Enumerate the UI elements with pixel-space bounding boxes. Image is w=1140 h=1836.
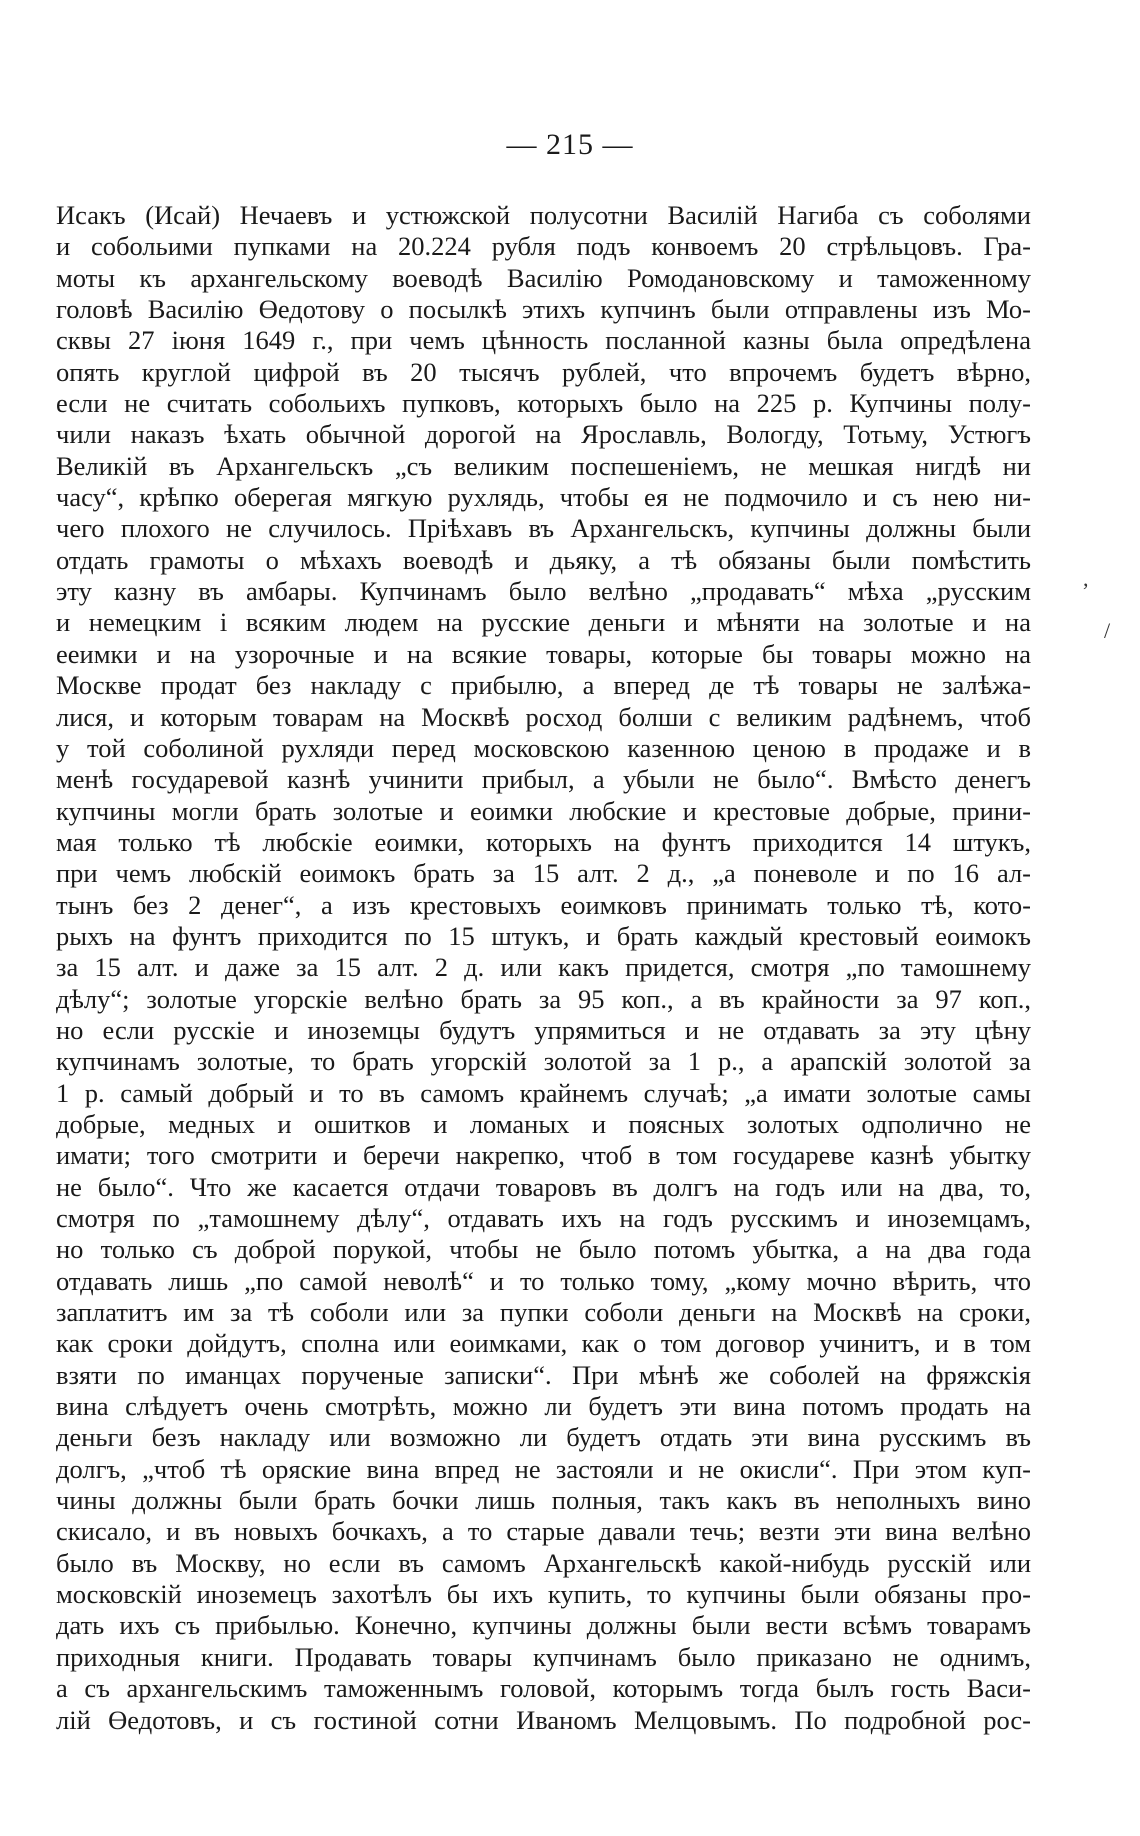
text-line: приходныя книги. Продавать товары купчинамъ было приказано не однимъ, (56, 1641, 1031, 1672)
text-line: часу“, крѣпко оберегая мягкую рухлядь, чтобы ея не подмочило и съ нею ни- (56, 482, 1031, 513)
text-line: сквы 27 іюня 1649 г., при чемъ цѣнность посланной казны была опредѣлена (56, 325, 1031, 356)
text-line: ееимки и на узорочные и на всякие товары, которые бы товары можно на (56, 638, 1031, 669)
text-line: скисало, и въ новыхъ бочкахъ, а то старые давали течь; везти эти вина велѣно (56, 1516, 1031, 1547)
margin-mark: , (1083, 566, 1089, 591)
text-line: эту казну въ амбары. Купчинамъ было велѣно „продавать“ мѣха „русским (56, 576, 1031, 607)
text-line: Исакъ (Исай) Нечаевъ и устюжской полусотни Василій Нагиба съ соболями (56, 200, 1031, 230)
text-line: если не считать собольихъ пупковъ, которыхъ было на 225 р. Купчины полу- (56, 388, 1031, 419)
text-line: не было“. Что же касается отдачи товаровъ въ долгъ на годъ или на два, то, (56, 1171, 1031, 1202)
text-line: чили наказъ ѣхать обычной дорогой на Ярославль, Вологду, Тотьму, Устюгъ (56, 419, 1031, 450)
text-line: купчины могли брать золотые и еоимки любские и крестовые добрые, прини- (56, 795, 1031, 826)
text-line: головѣ Василію Өедотову о посылкѣ этихъ купчинъ были отправлены изъ Мо- (56, 294, 1031, 325)
text-line: лися, и которым товарам на Москвѣ росход болши с великим радѣнемъ, чтоб (56, 701, 1031, 732)
text-line: отдать грамоты о мѣхахъ воеводѣ и дьяку, а тѣ обязаны были помѣстить (56, 544, 1031, 575)
text-line: и немецким і всяким людем на русские деньги и мѣняти на золотые и на (56, 607, 1031, 638)
text-line: вина слѣдуетъ очень смотрѣть, можно ли будетъ эти вина потомъ продать на (56, 1391, 1031, 1422)
text-line: у той соболиной рухляди перед московскою казенною ценою в продаже и в (56, 732, 1031, 763)
text-line: при чемъ любскій еоимокъ брать за 15 алт. 2 д., „а поневоле и по 16 ал- (56, 858, 1031, 889)
text-line: отдавать лишь „по самой неволѣ“ и то только тому, „кому мочно вѣрить, что (56, 1265, 1031, 1296)
text-line: рыхъ на фунтъ приходится по 15 штукъ, и брать каждый крестовый еоимокъ (56, 920, 1031, 951)
text-line: но только съ доброй порукой, чтобы не было потомъ убытка, а на два года (56, 1234, 1031, 1265)
text-line: 1 р. самый добрый и то въ самомъ крайнемъ случаѣ; „а имати золотые самы (56, 1077, 1031, 1108)
text-line: смотря по „тамошнему дѣлу“, отдавать ихъ на годъ русскимъ и иноземцамъ, (56, 1203, 1031, 1233)
text-line: чины должны были брать бочки лишь полныя, такъ какъ въ неполныхъ вино (56, 1485, 1031, 1516)
text-line: моты къ архангельскому воеводѣ Василію Ромодановскому и таможенному (56, 262, 1031, 293)
text-line: опять круглой цифрой въ 20 тысячъ рублей, что впрочемъ будетъ вѣрно, (56, 356, 1031, 387)
text-line: за 15 алт. и даже за 15 алт. 2 д. или какъ придется, смотря „по тамошнему (56, 952, 1031, 983)
text-line: лій Өедотовъ, и съ гостиной сотни Иваномъ Мелцовымъ. По подробной рос- (56, 1704, 1031, 1735)
text-line: добрые, медных и ошитков и ломаных и поясных золотых одполично не (56, 1108, 1031, 1139)
body-text (56, 200, 1031, 1736)
text-line: тынъ без 2 денег“, а изъ крестовыхъ еоимковъ принимать только тѣ, кото- (56, 889, 1031, 920)
text-line: купчинамъ золотые, то брать угорскій золотой за 1 р., а арапскій золотой за (56, 1046, 1031, 1077)
text-line: деньги безъ накладу или возможно ли будетъ отдать эти вина русскимъ въ (56, 1422, 1031, 1453)
text-line: и собольими пупками на 20.224 рубля подъ конвоемъ 20 стрѣльцовъ. Гра- (56, 231, 1031, 262)
text-line: дѣлу“; золотые угорскіе велѣно брать за 95 коп., а въ крайности за 97 коп., (56, 983, 1031, 1014)
text-line: имати; того смотрити и беречи накрепко, чтоб в том государеве казнѣ убытку (56, 1140, 1031, 1171)
margin-mark: / (1104, 618, 1111, 643)
text-line: а съ архангельскимъ таможеннымъ головой, которымъ тогда былъ гость Васи- (56, 1673, 1031, 1704)
text-line: Москве продат без накладу с прибылю, а вперед де тѣ товары не залѣжа- (56, 670, 1031, 701)
text-line: но если русскіе и иноземцы будутъ упрямиться и не отдавать за эту цѣну (56, 1014, 1031, 1045)
text-line: взяти по иманцах порученые записки“. При мѣнѣ же соболей на фряжскія (56, 1359, 1031, 1390)
text-line: московскій иноземецъ захотѣлъ бы ихъ купить, то купчины были обязаны про- (56, 1579, 1031, 1610)
text-line: чего плохого не случилось. Пріѣхавъ въ Архангельскъ, купчины должны были (56, 513, 1031, 544)
text-line: было въ Москву, но если въ самомъ Архангельскѣ какой-нибудь русскій или (56, 1547, 1031, 1578)
text-line: Великій въ Архангельскъ „съ великим поспешеніемъ, не мешкая нигдѣ ни (56, 450, 1031, 481)
text-line: заплатитъ им за тѣ соболи или за пупки соболи деньги на Москвѣ на сроки, (56, 1297, 1031, 1328)
text-line: дать ихъ съ прибылью. Конечно, купчины должны были вести всѣмъ товарамъ (56, 1610, 1031, 1641)
text-line: мая только тѣ любскіе еоимки, которыхъ на фунтъ приходится 14 штукъ, (56, 826, 1031, 857)
text-line: менѣ государевой казнѣ учинити прибыл, а убыли не было“. Вмѣсто денегъ (56, 764, 1031, 795)
text-line: долгъ, „чтоб тѣ оряские вина впред не застояли и не окисли“. При этом куп- (56, 1453, 1031, 1484)
text-line: как сроки дойдутъ, сполна или еоимками, как о том договор учинитъ, и в том (56, 1328, 1031, 1359)
page-number: — 215 — (506, 128, 634, 161)
